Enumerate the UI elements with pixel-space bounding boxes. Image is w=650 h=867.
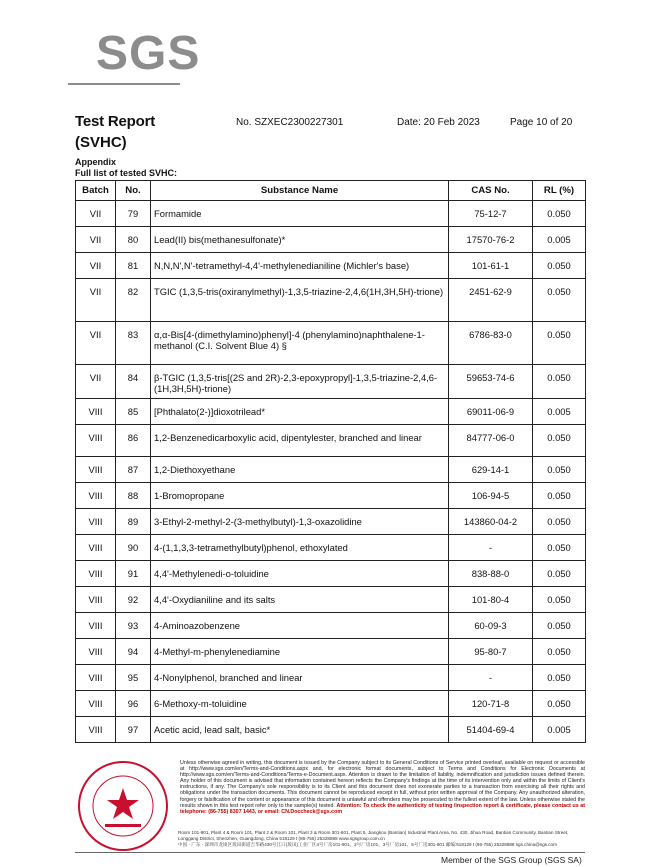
cell-substance-name: 4,4'-Methylenedi-o-toluidine <box>151 560 449 586</box>
cell-no: 91 <box>116 560 151 586</box>
table-row <box>76 201 586 227</box>
cell-substance-name: 4,4'-Oxydianiline and its salts <box>151 586 449 612</box>
cell-substance-name: Acetic acid, lead salt, basic* <box>151 716 449 742</box>
cell-cas-no: - <box>449 534 533 560</box>
cell-no: 95 <box>116 664 151 690</box>
footer-address <box>178 830 588 847</box>
cell-batch: VIII <box>76 424 116 456</box>
cell-no: 90 <box>116 534 151 560</box>
cell-substance-name: Lead(II) bis(methanesulfonate)* <box>151 227 449 253</box>
cell-substance-name: 1,2-Benzenedicarboxylic acid, dipentylester, branched and linear <box>151 424 449 456</box>
cell-cas-no: 95-80-7 <box>449 638 533 664</box>
inspection-seal-stamp <box>75 758 171 854</box>
cell-substance-name: 4-(1,1,3,3-tetramethylbutyl)phenol, ethoxylated <box>151 534 449 560</box>
column-header-batch: Batch <box>76 181 116 201</box>
cell-batch: VIII <box>76 664 116 690</box>
cell-batch: VIII <box>76 482 116 508</box>
table-row <box>76 322 586 365</box>
cell-no: 88 <box>116 482 151 508</box>
cell-cas-no: 106-94-5 <box>449 482 533 508</box>
cell-cas-no: 59653-74-6 <box>449 365 533 399</box>
table-row <box>76 612 586 638</box>
cell-cas-no: 101-61-1 <box>449 253 533 279</box>
cell-rl: 0.005 <box>533 227 586 253</box>
cell-batch: VIII <box>76 508 116 534</box>
cell-cas-no: - <box>449 664 533 690</box>
sgs-logo <box>96 27 201 90</box>
cell-cas-no: 2451-62-9 <box>449 279 533 322</box>
cell-cas-no: 6786-83-0 <box>449 322 533 365</box>
table-row <box>76 424 586 456</box>
footer-divider <box>75 852 585 853</box>
cell-cas-no: 17570-76-2 <box>449 227 533 253</box>
cell-rl: 0.050 <box>533 612 586 638</box>
cell-substance-name: 6-Methoxy-m-toluidine <box>151 690 449 716</box>
cell-no: 83 <box>116 322 151 365</box>
svhc-table <box>75 180 586 743</box>
address-english: Room 101-901, Plant 4 & Room 101, Plant 2 & Room 101, Plant 3 & Room 301-601, Plant 5, Jiangkou (Bantian) Industrial Plant Area, No. 430, Jihua Road, Bantian Community, Bantian Street, Longgang District, Shenzhen, Guangdong, China 518129 t (86-755) 25328888 www.sgsgroup.com.cn <box>178 830 569 841</box>
cell-batch: VIII <box>76 398 116 424</box>
cell-rl: 0.050 <box>533 664 586 690</box>
cell-batch: VIII <box>76 638 116 664</box>
cell-cas-no: 143860-04-2 <box>449 508 533 534</box>
table-row <box>76 560 586 586</box>
cell-batch: VII <box>76 253 116 279</box>
table-row <box>76 253 586 279</box>
cell-cas-no: 75-12-7 <box>449 201 533 227</box>
cell-no: 97 <box>116 716 151 742</box>
cell-substance-name: α,α-Bis[4-(dimethylamino)phenyl]-4 (phenylamino)naphthalene-1-methanol (C.I. Solvent Blue 4) § <box>151 322 449 365</box>
cell-batch: VIII <box>76 612 116 638</box>
cell-batch: VII <box>76 227 116 253</box>
cell-substance-name: β-TGIC (1,3,5-tris[(2S and 2R)-2,3-epoxypropyl]-1,3,5-triazine-2,4,6-(1H,3H,5H)-trione) <box>151 365 449 399</box>
cell-cas-no: 60-09-3 <box>449 612 533 638</box>
disclaimer-text: Unless otherwise agreed in writing, this document is issued by the Company subject to its General Conditions of Service printed overleaf, available on request or accessible at http://www.sgs.com/en/Terms-and-Conditions.aspx and, for electronic format documents, subject to Terms and Conditions for Electronic Documents at http://www.sgs.com/en/Terms-and-Conditions/Terms-e-Document.aspx. Attention is drawn to the limitation of liability, indemnification and jurisdiction issues defined therein. Any holder of this document is advised that information contained hereon reflects the Company's findings at the time of its intervention only and within the limits of Client's instructions, if any. The Company's sole responsibility is to its Client and this document does not exonerate parties to a transaction from exercising all their rights and obligations under the transaction documents. This document cannot be reproduced except in full, without prior written approval of the Company. Any unauthorized alteration, forgery or falsification of the content or appearance of this document is unlawful and offenders may be prosecuted to the fullest extent of the law. Unless otherwise stated the results shown in this test report refer only to the sample(s) tested. <box>180 760 585 809</box>
cell-rl: 0.050 <box>533 482 586 508</box>
table-row <box>76 227 586 253</box>
cell-substance-name: [Phthalato(2-)]dioxotrilead* <box>151 398 449 424</box>
list-title: Full list of tested SVHC: <box>75 168 178 178</box>
cell-rl: 0.005 <box>533 398 586 424</box>
page-number: Page 10 of 20 <box>510 117 573 128</box>
cell-no: 84 <box>116 365 151 399</box>
cell-substance-name: 1-Bromopropane <box>151 482 449 508</box>
cell-substance-name: N,N,N',N'-tetramethyl-4,4'-methylenedianiline (Michler's base) <box>151 253 449 279</box>
cell-no: 96 <box>116 690 151 716</box>
cell-rl: 0.050 <box>533 322 586 365</box>
cell-batch: VIII <box>76 456 116 482</box>
address-chinese: 中国 · 广东 · 深圳市龙岗区坂田街道吉华路430号江口(坂田)工业厂区4号厂房101-901、2号厂房101、3号厂房101、5号厂房301-601 邮编:518129 t (86-755) 25328888 sgs.china@sgs.com <box>178 841 557 847</box>
footer <box>75 748 585 858</box>
cell-substance-name: 4-Aminoazobenzene <box>151 612 449 638</box>
table-row <box>76 456 586 482</box>
cell-no: 86 <box>116 424 151 456</box>
cell-rl: 0.050 <box>533 560 586 586</box>
cell-cas-no: 629-14-1 <box>449 456 533 482</box>
cell-batch: VII <box>76 201 116 227</box>
logo-text: SGS <box>96 27 201 80</box>
report-number: No. SZXEC2300227301 <box>236 117 344 128</box>
cell-batch: VII <box>76 322 116 365</box>
cell-rl: 0.050 <box>533 638 586 664</box>
cell-rl: 0.050 <box>533 508 586 534</box>
table-body <box>76 201 586 743</box>
cell-rl: 0.005 <box>533 716 586 742</box>
cell-substance-name: TGIC (1,3,5-tris(oxiranylmethyl)-1,3,5-triazine-2,4,6(1H,3H,5H)-trione) <box>151 279 449 322</box>
footer-disclaimer <box>180 760 585 815</box>
cell-cas-no: 101-80-4 <box>449 586 533 612</box>
table-row <box>76 716 586 742</box>
appendix-label: Appendix <box>75 157 117 167</box>
table-row <box>76 365 586 399</box>
report-subtitle: (SVHC) <box>75 134 127 151</box>
column-header-substance-name: Substance Name <box>151 181 449 201</box>
cell-rl: 0.050 <box>533 534 586 560</box>
cell-cas-no: 838-88-0 <box>449 560 533 586</box>
table-row <box>76 638 586 664</box>
cell-cas-no: 120-71-8 <box>449 690 533 716</box>
cell-rl: 0.050 <box>533 201 586 227</box>
table-row <box>76 664 586 690</box>
table-header-row <box>76 181 586 201</box>
table-row <box>76 586 586 612</box>
member-of-sgs-group: Member of the SGS Group (SGS SA) <box>441 855 582 865</box>
cell-batch: VII <box>76 279 116 322</box>
cell-no: 87 <box>116 456 151 482</box>
cell-rl: 0.050 <box>533 424 586 456</box>
cell-batch: VIII <box>76 560 116 586</box>
table-row <box>76 690 586 716</box>
cell-no: 79 <box>116 201 151 227</box>
table-row <box>76 534 586 560</box>
cell-batch: VIII <box>76 716 116 742</box>
cell-batch: VII <box>76 365 116 399</box>
cell-no: 80 <box>116 227 151 253</box>
cell-cas-no: 69011-06-9 <box>449 398 533 424</box>
cell-no: 92 <box>116 586 151 612</box>
column-header-cas-no: CAS No. <box>449 181 533 201</box>
cell-no: 94 <box>116 638 151 664</box>
report-date: Date: 20 Feb 2023 <box>397 117 480 128</box>
cell-no: 93 <box>116 612 151 638</box>
cell-batch: VIII <box>76 534 116 560</box>
cell-cas-no: 84777-06-0 <box>449 424 533 456</box>
cell-rl: 0.050 <box>533 456 586 482</box>
cell-substance-name: 4-Methyl-m-phenylenediamine <box>151 638 449 664</box>
cell-no: 85 <box>116 398 151 424</box>
logo-rule <box>68 83 180 85</box>
column-header-rl: RL (%) <box>533 181 586 201</box>
cell-cas-no: 51404-69-4 <box>449 716 533 742</box>
cell-substance-name: 4-Nonylphenol, branched and linear <box>151 664 449 690</box>
table-row <box>76 279 586 322</box>
cell-no: 82 <box>116 279 151 322</box>
cell-rl: 0.050 <box>533 279 586 322</box>
cell-rl: 0.050 <box>533 690 586 716</box>
report-title: Test Report <box>75 113 156 130</box>
cell-substance-name: 1,2-Diethoxyethane <box>151 456 449 482</box>
column-header-no: No. <box>116 181 151 201</box>
cell-substance-name: 3-Ethyl-2-methyl-2-(3-methylbutyl)-1,3-oxazolidine <box>151 508 449 534</box>
cell-rl: 0.050 <box>533 365 586 399</box>
table-row <box>76 482 586 508</box>
cell-substance-name: Formamide <box>151 201 449 227</box>
cell-no: 81 <box>116 253 151 279</box>
attention-text: Attention: To check the authenticity of testing /inspection report & certificate, please contact us at telephone: (86-755) 8307 1443, or email: CN.Doccheck@sgs.com <box>180 802 585 815</box>
cell-rl: 0.050 <box>533 253 586 279</box>
cell-rl: 0.050 <box>533 586 586 612</box>
table-row <box>76 398 586 424</box>
cell-batch: VIII <box>76 586 116 612</box>
table-row <box>76 508 586 534</box>
cell-batch: VIII <box>76 690 116 716</box>
cell-no: 89 <box>116 508 151 534</box>
